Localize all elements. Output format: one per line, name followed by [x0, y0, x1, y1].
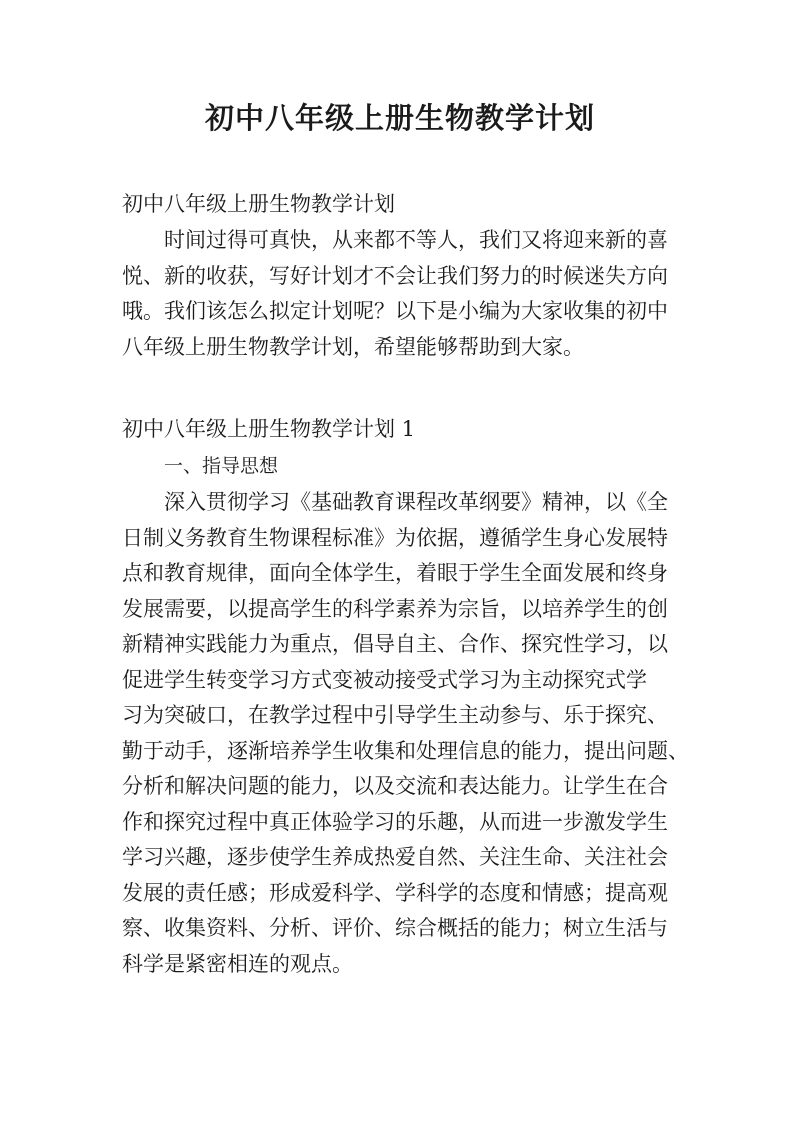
intro-line: 八年级上册生物教学计划，希望能够帮助到大家。 — [122, 334, 584, 359]
guiding-line: 勤于动手，逐渐培养学生收集和处理信息的能力，提出问题、 — [122, 738, 689, 763]
intro-heading — [122, 187, 682, 223]
intro-line: 哦。我们该怎么拟定计划呢？以下是小编为大家收集的初中 — [122, 299, 668, 323]
guiding-line: 深入贯彻学习《基础教育课程改革纲要》精神，以《全 — [164, 490, 668, 514]
guiding-paragraph — [122, 485, 689, 982]
subsection-heading-text: 一、指导思想 — [164, 455, 279, 477]
guiding-line: 作和探究过程中真正体验学习的乐趣，从而进一步激发学生 — [122, 809, 668, 834]
guiding-line: 学习兴趣，逐步使学生养成热爱自然、关注生命、关注社会 — [122, 845, 668, 869]
guiding-line: 察、收集资料、分析、评价、综合概括的能力；树立生活与 — [122, 916, 668, 940]
document-title: 初中八年级上册生物教学计划 — [204, 101, 595, 135]
guiding-line: 分析和解决问题的能力，以及交流和表达能力。让学生在合 — [122, 774, 668, 798]
guiding-line: 发展需要，以提高学生的科学素养为宗旨，以培养学生的创 — [122, 596, 668, 621]
guiding-line: 习为突破口，在教学过程中引导学生主动参与、乐于探究、 — [122, 703, 668, 727]
guiding-line: 科学是紧密相连的观点。 — [122, 951, 353, 976]
intro-heading-text: 初中八年级上册生物教学计划 — [122, 192, 395, 216]
guiding-line: 点和教育规律，面向全体学生，着眼于学生全面发展和终身 — [122, 561, 668, 585]
intro-line: 时间过得可真快，从来都不等人，我们又将迎来新的喜 — [164, 228, 668, 252]
guiding-line: 发展的责任感；形成爱科学、学科学的态度和情感；提高观 — [122, 880, 668, 905]
intro-line: 悦、新的收获，写好计划才不会让我们努力的时候迷失方向 — [122, 263, 668, 288]
subsection-heading — [122, 449, 682, 485]
guiding-line: 日制义务教育生物课程标准》为依据，遵循学生身心发展特 — [122, 525, 668, 550]
intro-paragraph — [122, 223, 682, 365]
section-heading-text: 初中八年级上册生物教学计划 1 — [122, 417, 416, 441]
guiding-line: 促进学生转变学习方式变被动接受式学习为主动探究式学 — [122, 667, 647, 692]
section-heading — [122, 412, 682, 448]
guiding-line: 新精神实践能力为重点，倡导自主、合作、探究性学习，以 — [122, 632, 668, 656]
